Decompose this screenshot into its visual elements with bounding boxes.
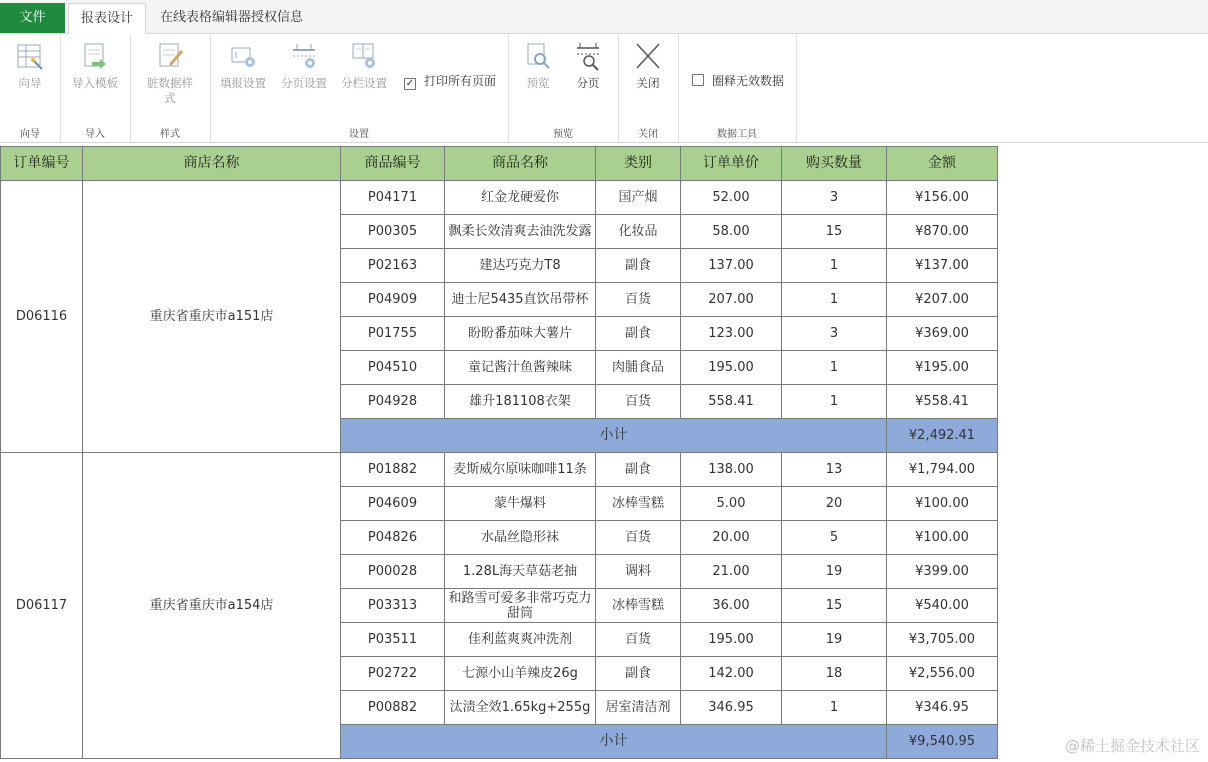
page-settings-label: 分页设置 bbox=[281, 76, 327, 90]
cell-product-id[interactable]: P04826 bbox=[341, 521, 445, 555]
group-guide-label: 向导 bbox=[20, 129, 40, 140]
cell-amount[interactable]: ¥558.41 bbox=[887, 385, 998, 419]
cell-unit-price[interactable]: 195.00 bbox=[681, 351, 782, 385]
cell-quantity[interactable]: 3 bbox=[782, 317, 887, 351]
cell-unit-price[interactable]: 5.00 bbox=[681, 487, 782, 521]
col-header-amount[interactable]: 金额 bbox=[887, 147, 998, 181]
ribbon-toolbar bbox=[0, 34, 1208, 143]
checkbox-checked-icon: ✓ bbox=[405, 78, 415, 89]
cell-product-name[interactable]: 1.28L海天草菇老抽 bbox=[445, 555, 596, 589]
cell-product-name[interactable]: 童记酱汁鱼酱辣味 bbox=[445, 351, 596, 385]
cell-store-name[interactable]: 重庆省重庆市a151店 bbox=[83, 181, 341, 453]
cell-order-id[interactable]: D06116 bbox=[1, 181, 83, 453]
cell-product-name[interactable]: 雄升181108衣架 bbox=[445, 385, 596, 419]
tab-file[interactable]: 文件 bbox=[0, 3, 65, 33]
cell-quantity[interactable]: 20 bbox=[782, 487, 887, 521]
fill-settings-icon bbox=[228, 40, 258, 72]
wizard-button[interactable] bbox=[3, 38, 57, 91]
cell-product-name[interactable]: 建达巧克力T8 bbox=[445, 249, 596, 283]
cell-category[interactable]: 副食 bbox=[596, 249, 681, 283]
print-all-pages-checkbox[interactable] bbox=[404, 72, 496, 90]
group-import-label: 导入 bbox=[85, 129, 105, 140]
cell-quantity[interactable]: 1 bbox=[782, 691, 887, 725]
pagination-label: 分页 bbox=[576, 76, 600, 90]
cell-amount[interactable]: ¥1,794.00 bbox=[887, 453, 998, 487]
cell-quantity[interactable]: 15 bbox=[782, 589, 887, 623]
col-header-product-name[interactable]: 商品名称 bbox=[445, 147, 596, 181]
cell-amount[interactable]: ¥540.00 bbox=[887, 589, 998, 623]
group-settings-label: 设置 bbox=[349, 129, 369, 140]
close-button[interactable] bbox=[621, 38, 675, 91]
cell-unit-price[interactable]: 58.00 bbox=[681, 215, 782, 249]
import-template-button[interactable] bbox=[68, 38, 122, 91]
cell-product-name[interactable]: 七源小山羊辣皮26g bbox=[445, 657, 596, 691]
cell-product-id[interactable]: P01882 bbox=[341, 453, 445, 487]
tab-report-design[interactable]: 报表设计 bbox=[68, 3, 146, 34]
cell-amount[interactable]: ¥100.00 bbox=[887, 487, 998, 521]
import-template-label: 导入模板 bbox=[72, 76, 118, 90]
cell-product-id[interactable]: P04609 bbox=[341, 487, 445, 521]
group-settings bbox=[210, 34, 509, 142]
cell-product-name[interactable]: 麦斯威尔原味咖啡11条 bbox=[445, 453, 596, 487]
cell-product-id[interactable]: P04510 bbox=[341, 351, 445, 385]
cell-product-id[interactable]: P01755 bbox=[341, 317, 445, 351]
group-data-tools-label: 数据工具 bbox=[717, 129, 757, 140]
col-header-product-id[interactable]: 商品编号 bbox=[341, 147, 445, 181]
cell-amount[interactable]: ¥100.00 bbox=[887, 521, 998, 555]
cell-unit-price[interactable]: 558.41 bbox=[681, 385, 782, 419]
header-row bbox=[1, 147, 998, 181]
cell-quantity[interactable]: 1 bbox=[782, 351, 887, 385]
cell-product-name[interactable]: 飘柔长效清爽去油洗发露 bbox=[445, 215, 596, 249]
group-close-label: 关闭 bbox=[638, 129, 658, 140]
column-settings-icon bbox=[349, 40, 379, 72]
cell-quantity[interactable]: 18 bbox=[782, 657, 887, 691]
cell-unit-price[interactable]: 20.00 bbox=[681, 521, 782, 555]
cell-quantity[interactable]: 1 bbox=[782, 385, 887, 419]
watermark: @稀土掘金技术社区 bbox=[1064, 737, 1200, 755]
cell-amount[interactable]: ¥207.00 bbox=[887, 283, 998, 317]
col-header-order-id[interactable]: 订单编号 bbox=[1, 147, 83, 181]
cell-product-name[interactable]: 水晶丝隐形袜 bbox=[445, 521, 596, 555]
cell-unit-price[interactable]: 52.00 bbox=[681, 181, 782, 215]
cell-quantity[interactable]: 3 bbox=[782, 181, 887, 215]
cell-unit-price[interactable]: 137.00 bbox=[681, 249, 782, 283]
close-label: 关闭 bbox=[636, 76, 660, 90]
cell-product-id[interactable]: P02722 bbox=[341, 657, 445, 691]
pagination-button[interactable] bbox=[561, 38, 615, 91]
cell-category[interactable]: 冰棒雪糕 bbox=[596, 589, 681, 623]
circle-invalid-data-checkbox[interactable] bbox=[692, 72, 784, 89]
cell-amount[interactable]: ¥870.00 bbox=[887, 215, 998, 249]
cell-amount[interactable]: ¥346.95 bbox=[887, 691, 998, 725]
cell-unit-price[interactable]: 142.00 bbox=[681, 657, 782, 691]
cell-unit-price[interactable]: 207.00 bbox=[681, 283, 782, 317]
cell-unit-price[interactable]: 123.00 bbox=[681, 317, 782, 351]
subtotal-amount[interactable]: ¥2,492.41 bbox=[887, 419, 998, 453]
group-preview bbox=[508, 34, 619, 142]
circle-invalid-data-label: 圈释无效数据 bbox=[712, 74, 785, 88]
cell-product-name[interactable]: 迪士尼5435直饮吊带杯 bbox=[445, 283, 596, 317]
report-sheet bbox=[0, 146, 998, 759]
cell-category[interactable]: 国产烟 bbox=[596, 181, 681, 215]
group-style bbox=[130, 34, 211, 142]
cell-quantity[interactable]: 19 bbox=[782, 555, 887, 589]
cell-category[interactable]: 副食 bbox=[596, 453, 681, 487]
group-guide bbox=[0, 34, 61, 142]
wizard-label: 向导 bbox=[18, 76, 42, 90]
order-table bbox=[0, 146, 998, 759]
cell-unit-price[interactable]: 36.00 bbox=[681, 589, 782, 623]
cell-category[interactable]: 化妆品 bbox=[596, 215, 681, 249]
group-data-tools bbox=[678, 34, 797, 142]
cell-amount[interactable]: ¥137.00 bbox=[887, 249, 998, 283]
cell-quantity[interactable]: 15 bbox=[782, 215, 887, 249]
cell-category[interactable]: 百货 bbox=[596, 385, 681, 419]
cell-amount[interactable]: ¥2,556.00 bbox=[887, 657, 998, 691]
tab-license-info[interactable]: 在线表格编辑器授权信息 bbox=[160, 10, 304, 25]
menu-tab-bar bbox=[0, 0, 1208, 34]
group-import bbox=[60, 34, 131, 142]
cell-unit-price[interactable]: 21.00 bbox=[681, 555, 782, 589]
pagination-icon bbox=[573, 40, 603, 72]
preview-icon bbox=[523, 40, 553, 72]
subtotal-label[interactable]: 小计 bbox=[341, 725, 887, 759]
col-header-unit-price[interactable]: 订单单价 bbox=[681, 147, 782, 181]
import-template-icon bbox=[80, 40, 110, 72]
cell-unit-price[interactable]: 138.00 bbox=[681, 453, 782, 487]
column-settings-label: 分栏设置 bbox=[341, 76, 387, 90]
page-settings-button[interactable] bbox=[277, 38, 331, 91]
cell-category[interactable]: 百货 bbox=[596, 623, 681, 657]
cell-product-id[interactable]: P02163 bbox=[341, 249, 445, 283]
cell-quantity[interactable]: 1 bbox=[782, 249, 887, 283]
checkbox-unchecked-icon bbox=[692, 74, 704, 86]
cell-product-id[interactable]: P00305 bbox=[341, 215, 445, 249]
cell-category[interactable]: 百货 bbox=[596, 283, 681, 317]
wizard-icon bbox=[15, 40, 45, 72]
fill-settings-button[interactable] bbox=[216, 38, 270, 91]
cell-category[interactable]: 副食 bbox=[596, 657, 681, 691]
group-preview-label: 预览 bbox=[553, 129, 573, 140]
dirty-data-style-button[interactable] bbox=[143, 38, 197, 106]
fill-settings-label: 填报设置 bbox=[220, 76, 266, 90]
cell-category[interactable]: 副食 bbox=[596, 317, 681, 351]
cell-product-id[interactable]: P04909 bbox=[341, 283, 445, 317]
cell-quantity[interactable]: 1 bbox=[782, 283, 887, 317]
cell-amount[interactable]: ¥195.00 bbox=[887, 351, 998, 385]
col-header-quantity[interactable]: 购买数量 bbox=[782, 147, 887, 181]
table-row bbox=[1, 181, 998, 215]
subtotal-label[interactable]: 小计 bbox=[341, 419, 887, 453]
cell-store-name[interactable]: 重庆省重庆市a154店 bbox=[83, 453, 341, 759]
cell-product-name[interactable]: 红金龙硬爱你 bbox=[445, 181, 596, 215]
dirty-data-style-icon bbox=[155, 40, 185, 72]
col-header-category[interactable]: 类别 bbox=[596, 147, 681, 181]
cell-unit-price[interactable]: 346.95 bbox=[681, 691, 782, 725]
cell-product-name[interactable]: 和路雪可爱多非常巧克力甜筒 bbox=[445, 589, 596, 623]
cell-amount[interactable]: ¥399.00 bbox=[887, 555, 998, 589]
cell-product-name[interactable]: 蒙牛爆料 bbox=[445, 487, 596, 521]
cell-product-id[interactable]: P00028 bbox=[341, 555, 445, 589]
cell-product-id[interactable]: P04171 bbox=[341, 181, 445, 215]
cell-product-name[interactable]: 汰渍全效1.65kg+255g bbox=[445, 691, 596, 725]
cell-product-name[interactable]: 佳利蓝爽爽冲洗剂 bbox=[445, 623, 596, 657]
cell-category[interactable]: 肉脯食品 bbox=[596, 351, 681, 385]
cell-amount[interactable]: ¥369.00 bbox=[887, 317, 998, 351]
cell-category[interactable]: 百货 bbox=[596, 521, 681, 555]
cell-product-id[interactable]: P04928 bbox=[341, 385, 445, 419]
cell-quantity[interactable]: 5 bbox=[782, 521, 887, 555]
group-close bbox=[618, 34, 679, 142]
cell-unit-price[interactable]: 195.00 bbox=[681, 623, 782, 657]
close-icon bbox=[633, 40, 663, 72]
subtotal-amount[interactable]: ¥9,540.95 bbox=[887, 725, 998, 759]
table-row bbox=[1, 453, 998, 487]
group-style-label: 样式 bbox=[160, 129, 180, 140]
cell-order-id[interactable]: D06117 bbox=[1, 453, 83, 759]
cell-category[interactable]: 居室清洁剂 bbox=[596, 691, 681, 725]
cell-amount[interactable]: ¥3,705.00 bbox=[887, 623, 998, 657]
print-all-pages-label: 打印所有页面 bbox=[424, 74, 497, 88]
cell-product-id[interactable]: P00882 bbox=[341, 691, 445, 725]
column-settings-button[interactable] bbox=[337, 38, 391, 91]
page-settings-icon bbox=[289, 40, 319, 72]
cell-quantity[interactable]: 13 bbox=[782, 453, 887, 487]
cell-product-id[interactable]: P03313 bbox=[341, 589, 445, 623]
dirty-data-style-label: 脏数据样式 bbox=[147, 76, 193, 105]
cell-product-name[interactable]: 盼盼番茄味大薯片 bbox=[445, 317, 596, 351]
preview-label: 预览 bbox=[526, 76, 550, 90]
cell-quantity[interactable]: 19 bbox=[782, 623, 887, 657]
cell-amount[interactable]: ¥156.00 bbox=[887, 181, 998, 215]
preview-button[interactable] bbox=[511, 38, 565, 91]
col-header-store-name[interactable]: 商店名称 bbox=[83, 147, 341, 181]
cell-product-id[interactable]: P03511 bbox=[341, 623, 445, 657]
cell-category[interactable]: 调料 bbox=[596, 555, 681, 589]
cell-category[interactable]: 冰棒雪糕 bbox=[596, 487, 681, 521]
